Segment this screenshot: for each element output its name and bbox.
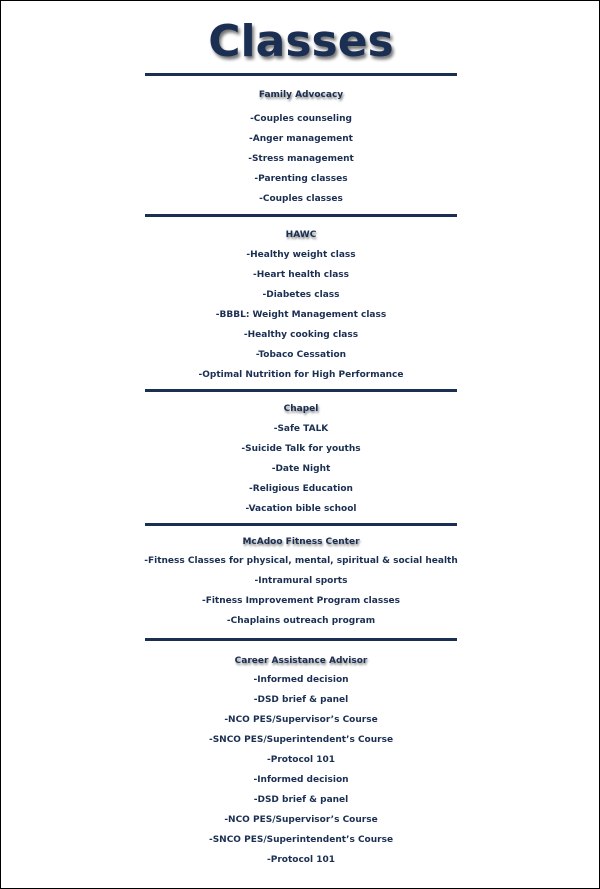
list-item: -Date Night xyxy=(271,464,331,474)
section-heading-career-assistance-advisor: Career Assistance Advisor xyxy=(234,656,368,666)
list-item: -Informed decision xyxy=(253,775,349,785)
list-item: -Religious Education xyxy=(249,484,353,494)
list-item: -Couples counseling xyxy=(250,114,352,124)
section-divider xyxy=(145,73,457,76)
list-item: -Chaplains outreach program xyxy=(226,616,376,626)
list-item: -Safe TALK xyxy=(273,424,329,434)
class-list-chapel xyxy=(1,419,600,519)
list-item: -Fitness Classes for physical, mental, spiritual & social health xyxy=(144,556,458,566)
list-item: -BBBL: Weight Management class xyxy=(215,310,387,320)
class-list-mcadoo-fitness-center xyxy=(1,551,600,631)
list-item: -Healthy cooking class xyxy=(243,330,359,340)
list-item: -Suicide Talk for youths xyxy=(241,444,361,454)
list-item: -Heart health class xyxy=(252,270,350,280)
list-item: -NCO PES/Supervisor’s Course xyxy=(224,715,378,725)
list-item: -SNCO PES/Superintendent’s Course xyxy=(208,735,394,745)
list-item: -Parenting classes xyxy=(254,174,348,184)
list-item: -DSD brief & panel xyxy=(253,695,349,705)
section-heading-mcadoo-fitness-center: McAdoo Fitness Center xyxy=(242,537,360,547)
list-item: -Stress management xyxy=(248,154,354,164)
list-item: -Healthy weight class xyxy=(246,250,356,260)
section-divider xyxy=(145,523,457,526)
list-item: -DSD brief & panel xyxy=(253,795,349,805)
list-item: -Tobaco Cessation xyxy=(255,350,347,360)
list-item: -Intramural sports xyxy=(254,576,348,586)
list-item: -Protocol 101 xyxy=(267,755,335,765)
section-heading-family-advocacy: Family Advocacy xyxy=(258,90,344,100)
list-item: -Optimal Nutrition for High Performance xyxy=(198,370,404,380)
section-heading-chapel: Chapel xyxy=(283,404,319,414)
list-item: -Protocol 101 xyxy=(267,855,335,865)
class-list-family-advocacy xyxy=(1,109,600,209)
list-item: -Informed decision xyxy=(253,675,349,685)
section-divider xyxy=(145,389,457,392)
list-item: -Vacation bible school xyxy=(245,504,357,514)
list-item: -Anger management xyxy=(249,134,353,144)
class-list-career-assistance-advisor xyxy=(1,670,600,870)
list-item: -Fitness Improvement Program classes xyxy=(201,596,401,606)
list-item: -NCO PES/Supervisor’s Course xyxy=(224,815,378,825)
class-list-hawc xyxy=(1,245,600,385)
section-divider xyxy=(145,638,457,641)
list-item: -Couples classes xyxy=(259,194,343,204)
section-heading-hawc: HAWC xyxy=(285,230,317,240)
section-divider xyxy=(145,214,457,217)
page-title: Classes xyxy=(208,16,394,67)
list-item: -Diabetes class xyxy=(262,290,340,300)
list-item: -SNCO PES/Superintendent’s Course xyxy=(208,835,394,845)
